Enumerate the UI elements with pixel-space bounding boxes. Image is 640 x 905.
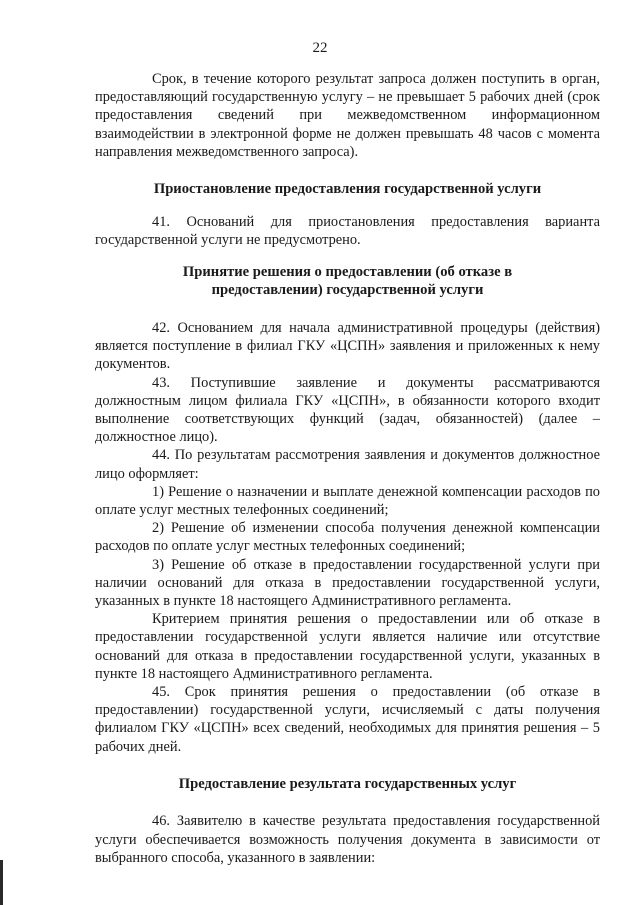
paragraph-44: 44. По результатам рассмотрения заявления и документов должностное лицо оформляет:: [95, 447, 600, 482]
heading-decision-line1: Принятие решения о предоставлении (об отказе в: [182, 263, 513, 280]
paragraph-44-item-1: 1) Решение о назначении и выплате денежной компенсации расходов по оплате услуг местных телефонных соединений;: [95, 483, 600, 518]
heading-result: Предоставление результата государственных услуг: [178, 775, 517, 792]
heading-decision: [95, 263, 600, 300]
paragraph-44-item-3: 3) Решение об отказе в предоставлении государственной услуги при наличии оснований для отказа в предоставлении государственной услуги, указанных в пункте 18 настоящего Административного регламента.: [95, 556, 600, 609]
heading-decision-line2: предоставлении) государственной услуги: [211, 282, 484, 299]
paragraph-42: 42. Основанием для начала административной процедуры (действия) является поступление в филиал ГКУ «ЦСПН» заявления и приложенных к нему документов.: [95, 319, 600, 373]
scan-edge-mark: [0, 860, 3, 905]
paragraph-criteria: Критерием принятия решения о предоставлении или об отказе в предоставлении государственной услуги является наличие или отсутствие оснований для отказа в предоставлении государственной услуги, указанных в пункте 18 настоящего Административного регламента.: [95, 611, 600, 682]
heading-suspension: Приостановление предоставления государственной услуги: [153, 181, 542, 198]
paragraph-44-item-2: 2) Решение об изменении способа получения денежной компенсации расходов по оплате услуг местных телефонных соединений;: [95, 520, 600, 555]
page-number: 22: [312, 40, 328, 56]
paragraph-term: Срок, в течение которого результат запроса должен поступить в орган, предоставляющий государственную услугу – не превышает 5 рабочих дней (срок предоставления сведений при межведомственном информационном взаимодействии в электронной форме не должен превышать 48 часов с момента направления межведомственного запроса).: [95, 71, 600, 160]
paragraph-46: 46. Заявителю в качестве результата предоставления государственной услуги обеспечивается возможность получения документа в зависимости от выбранного способа, указанного в заявлении:: [95, 813, 600, 866]
paragraph-41: 41. Оснований для приостановления предоставления варианта государственной услуги не предусмотрено.: [95, 213, 600, 248]
paragraph-43: 43. Поступившие заявление и документы рассматриваются должностным лицом филиала ГКУ «ЦСПН», в обязанности которого входит выполнение соответствующих функций (задач, обязанностей) (далее – должностное лицо).: [95, 374, 600, 446]
paragraph-45: 45. Срок принятия решения о предоставлении (об отказе в предоставлении) государственной услуги, исчисляемый с даты получения филиалом ГКУ «ЦСПН» всех сведений, необходимых для принятия решения – 5 рабочих дней.: [95, 683, 600, 755]
document-body: [95, 70, 600, 867]
